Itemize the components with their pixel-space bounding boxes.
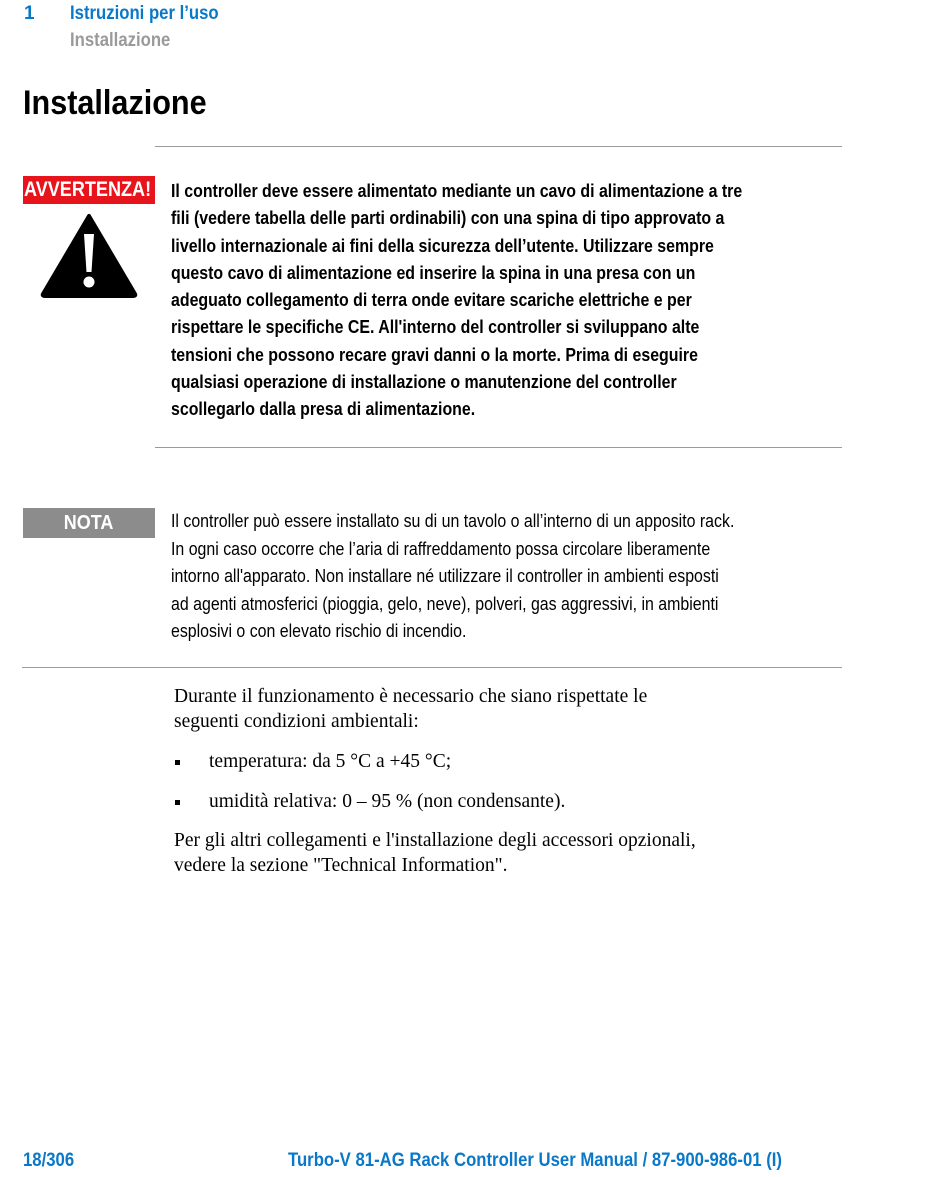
outro-line: Per gli altri collegamenti e l'installazione degli accessori opzionali, — [174, 830, 696, 851]
section-subtitle: Installazione — [70, 30, 171, 51]
note-line: intorno all'apparato. Non installare né utilizzare il controller in ambienti esposti — [171, 565, 719, 586]
warning-text — [171, 177, 931, 423]
conditions-list — [174, 749, 854, 829]
note-line: In ogni caso occorre che l’aria di raffreddamento possa circolare liberamente — [171, 537, 711, 559]
chapter-title: Istruzioni per l’uso — [70, 3, 219, 24]
divider-note-bottom — [22, 667, 842, 668]
warning-triangle-icon — [40, 212, 138, 298]
warning-line: qualsiasi operazione di installazione o manutenzione del controller — [171, 371, 677, 393]
warning-line: Il controller deve essere alimentato mediante un cavo di alimentazione a tre — [171, 180, 743, 201]
warning-line: questo cavo di alimentazione ed inserire la spina in una presa con un — [171, 261, 696, 283]
warning-line: scollegarlo dalla presa di alimentazione. — [171, 398, 476, 420]
warning-label: AVVERTENZA! — [23, 176, 155, 204]
note-text — [171, 507, 931, 645]
list-item: temperatura: da 5 °C a +45 °C; — [174, 749, 854, 789]
conditions-intro — [174, 684, 854, 734]
intro-line: seguenti condizioni ambientali: — [174, 711, 419, 732]
warning-line: tensioni che possono recare gravi danni o la morte. Prima di eseguire — [171, 343, 698, 365]
note-line: Il controller può essere installato su di un tavolo o all’interno di un apposito rack. — [171, 510, 735, 531]
warning-line: livello internazionale ai fini della sicurezza dell’utente. Utilizzare sempre — [171, 234, 714, 256]
divider-warning-bottom — [155, 447, 842, 448]
note-line: esplosivi o con elevato rischio di incendio. — [171, 620, 467, 641]
page-title: Installazione — [23, 84, 207, 122]
warning-line: fili (vedere tabella delle parti ordinabili) con una spina di tipo approvato a — [171, 207, 725, 229]
accessories-paragraph — [174, 828, 854, 878]
list-item: umidità relativa: 0 – 95 % (non condensante). — [174, 789, 854, 829]
divider-top — [155, 146, 842, 147]
bullet-square-icon — [175, 800, 180, 805]
intro-line: Durante il funzionamento è necessario che siano rispettate le — [174, 686, 648, 707]
outro-line: vedere la sezione "Technical Information". — [174, 855, 508, 876]
footer-manual-title: Turbo-V 81-AG Rack Controller User Manual / 87-900-986-01 (I) — [288, 1150, 783, 1171]
footer-page-number: 18/306 — [23, 1150, 75, 1171]
bullet-square-icon — [175, 760, 180, 765]
warning-line: adeguato collegamento di terra onde evitare scariche elettriche e per — [171, 289, 692, 311]
note-line: ad agenti atmosferici (pioggia, gelo, neve), polveri, gas aggressivi, in ambienti — [171, 592, 719, 614]
chapter-number: 1 — [24, 3, 35, 24]
warning-line: rispettare le specifiche CE. All'interno del controller si sviluppano alte — [171, 316, 700, 338]
note-label: NOTA — [23, 508, 155, 538]
